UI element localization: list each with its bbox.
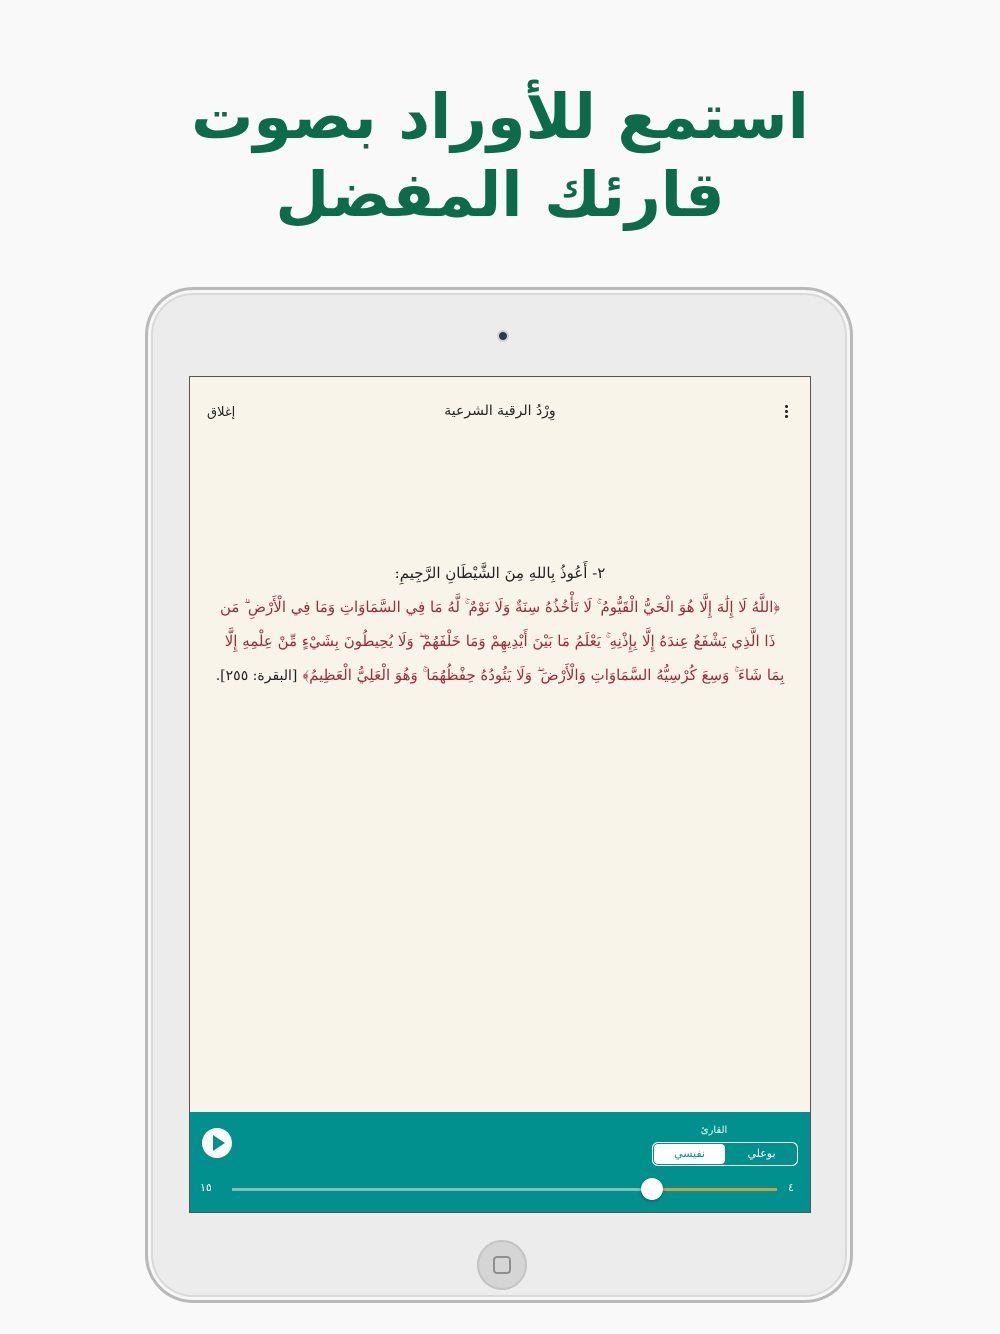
dhikr-reference: [البقرة: ٢٥٥]. <box>215 668 298 684</box>
reader-option[interactable]: بوعلي <box>747 1147 776 1160</box>
reader-option[interactable]: نفيسي <box>654 1144 725 1164</box>
promo-headline <box>0 78 1000 234</box>
home-square-icon <box>493 1256 511 1274</box>
audio-player <box>190 1112 810 1212</box>
play-icon <box>213 1135 225 1151</box>
page-title: وِرْدُ الرقية الشرعية <box>444 403 556 419</box>
navigation-bar <box>190 377 810 451</box>
dhikr-verse: ﴿اللَّهُ لَا إِلَٰهَ إِلَّا هُوَ الْحَيُّ الْقَيُّومُ ۚ لَا تَأْخُذُهُ سِنَةٌ وَلَا نَوْمٌ ۚ لَّهُ مَا فِي السَّمَاوَاتِ وَمَا فِي الْأَرْضِ ۗ مَن ذَا الَّذِي يَشْفَعُ عِندَهُ إِلَّا بِإِذْنِهِ ۚ يَعْلَمُ مَا بَيْنَ أَيْدِيهِمْ وَمَا خَلْفَهُمْ ۖ وَلَا يُحِيطُونَ بِشَيْءٍ مِّنْ عِلْمِهِ إِلَّا بِمَا شَاءَ ۚ وَسِعَ كُرْسِيُّهُ السَّمَاوَاتِ وَالْأَرْضَ ۖ وَلَا يَئُودُهُ حِفْظُهُمَا ۚ وَهُوَ الْعَلِيُّ الْعَظِيمُ﴾ <box>219 598 785 684</box>
camera-icon <box>497 330 509 342</box>
reader-label: القارئ <box>700 1125 728 1136</box>
more-options-icon[interactable] <box>780 403 792 423</box>
promo-headline-line-2: قارئك المفضل <box>275 158 725 231</box>
elapsed-time: ١٥ <box>200 1181 212 1194</box>
remaining-time: ٤ <box>788 1181 794 1194</box>
play-button[interactable] <box>202 1128 232 1158</box>
app-screen <box>189 376 811 1213</box>
dhikr-intro: ٢- أَعُوذُ بِاللهِ مِنَ الشَّيْطَانِ الرَّجِيمِ: <box>394 564 606 582</box>
home-button[interactable] <box>477 1240 527 1290</box>
progress-track[interactable] <box>232 1188 777 1191</box>
progress-fill <box>652 1188 777 1191</box>
promo-headline-line-1: استمع للأوراد بصوت <box>191 80 809 153</box>
reader-selector[interactable] <box>652 1142 798 1166</box>
progress-thumb[interactable] <box>641 1178 663 1200</box>
dhikr-text <box>214 557 786 693</box>
close-button[interactable]: إغلاق <box>207 405 236 420</box>
